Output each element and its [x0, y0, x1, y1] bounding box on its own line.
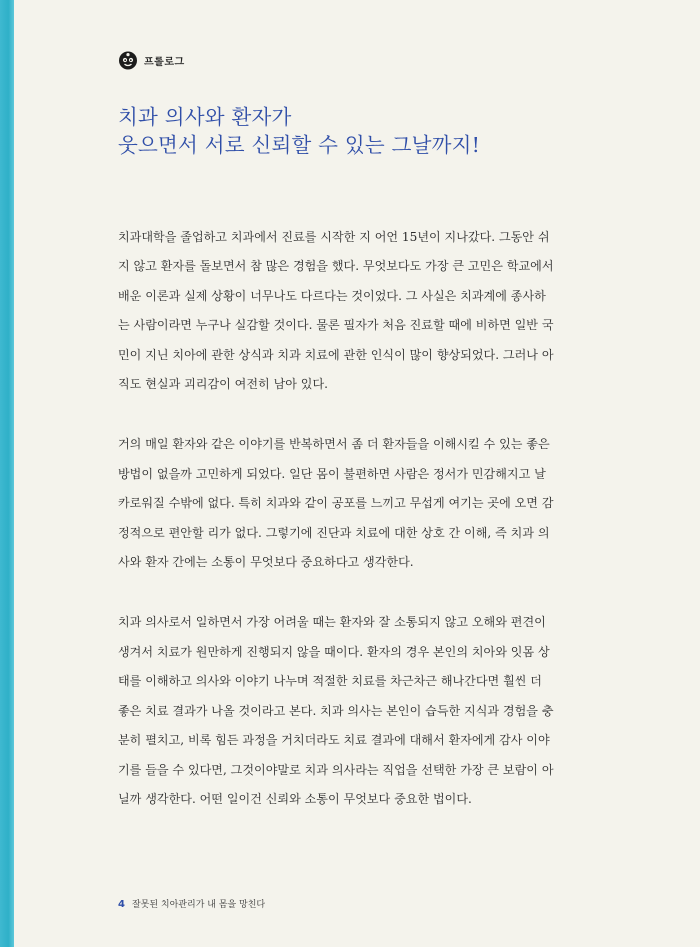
- text-line: 방법이 없을까 고민하게 되었다. 일단 몸이 불편하면 사람은 정서가 민감해지고 날: [118, 466, 546, 481]
- text-line: 직도 현실과 괴리감이 여전히 남아 있다.: [118, 377, 328, 392]
- chapter-title-line: 치과 의사와 환자가: [118, 105, 292, 129]
- text-line: 기를 들을 수 있다면, 그것이야말로 치과 의사라는 직업을 선택한 가장 큰 보람이 아: [118, 762, 554, 777]
- text-line: 거의 매일 환자와 같은 이야기를 반복하면서 좀 더 환자들을 이해시킬 수 있는 좋은: [118, 437, 550, 452]
- chapter-title: [118, 103, 480, 159]
- doctor-mascot-icon: [118, 50, 138, 70]
- page-edge-bar: [0, 0, 14, 947]
- paragraph: [118, 223, 590, 399]
- text-line: 태를 이해하고 의사와 이야기 나누며 적절한 치료를 차근차근 해나간다면 훨씬 더: [118, 674, 542, 689]
- text-line: 민이 지닌 치아에 관한 상식과 치과 치료에 관한 인식이 많이 향상되었다. 그러나 아: [118, 347, 554, 362]
- text-line: 사와 환자 간에는 소통이 무엇보다 중요하다고 생각한다.: [118, 555, 414, 570]
- text-line: 는 사람이라면 누구나 실감할 것이다. 물론 필자가 처음 진료할 때에 비하면 일반 국: [118, 318, 554, 333]
- running-book-title: 잘못된 치아관리가 내 몸을 망친다: [131, 900, 266, 910]
- text-line: 치과 의사로서 일하면서 가장 어려울 때는 환자와 잘 소통되지 않고 오해와 편견이: [118, 615, 546, 630]
- text-line: 좋은 치료 결과가 나올 것이라고 본다. 치과 의사는 본인이 습득한 지식과 경험을 충: [118, 703, 554, 718]
- text-line: 치과대학을 졸업하고 치과에서 진료를 시작한 지 어언 15년이 지나갔다. 그동안 쉬: [118, 230, 550, 244]
- text-line: 닐까 생각한다. 어떤 일이건 신뢰와 소통이 무엇보다 중요한 법이다.: [118, 791, 472, 806]
- text-line: 정적으로 편안할 리가 없다. 그렇기에 진단과 치료에 대한 상호 간 이해, 즉 치과 의: [118, 525, 550, 540]
- text-line: 분히 펼치고, 비록 힘든 과정을 거치더라도 치료 결과에 대해서 환자에게 감사 이야: [118, 733, 550, 748]
- body-text: [118, 223, 590, 845]
- text-line: 배운 이론과 실제 상황이 너무나도 다르다는 것이었다. 그 사실은 치과계에 종사하: [118, 288, 546, 303]
- text-line: 생겨서 치료가 원만하게 진행되지 않을 때이다. 환자의 경우 본인의 치아와 잇몸 상: [118, 644, 550, 659]
- page-footer: [118, 897, 265, 910]
- text-line: 카로워질 수밖에 없다. 특히 치과와 같이 공포를 느끼고 무섭게 여기는 곳에 오면 감: [118, 496, 554, 511]
- section-label: 프롤로그: [144, 56, 185, 68]
- page-number: 4: [118, 899, 125, 910]
- text-line: 지 않고 환자를 돌보면서 참 많은 경험을 했다. 무엇보다도 가장 큰 고민은 학교에서: [118, 259, 554, 274]
- chapter-title-line: 웃으면서 서로 신뢰할 수 있는 그날까지!: [118, 133, 481, 157]
- section-header: [118, 50, 185, 70]
- paragraph: [118, 430, 590, 577]
- paragraph: [118, 608, 590, 814]
